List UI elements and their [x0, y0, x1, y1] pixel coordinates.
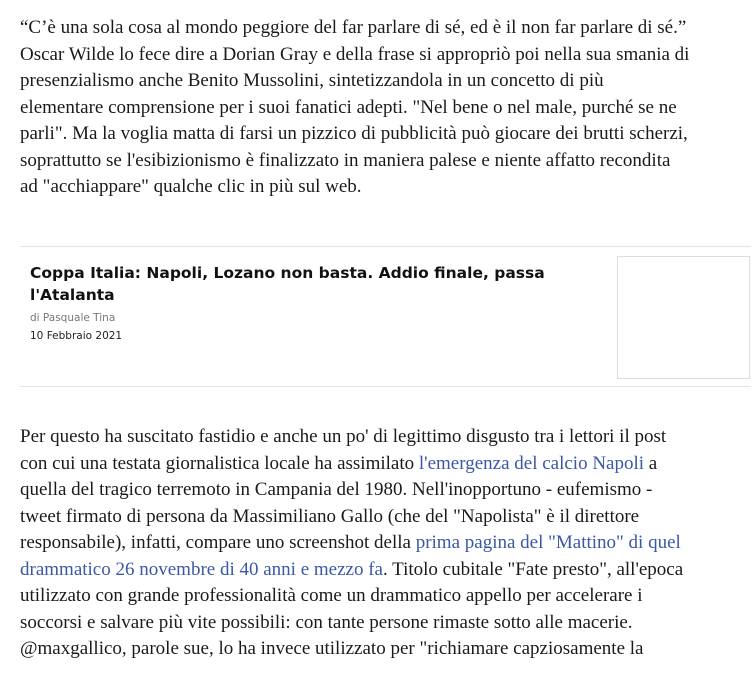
text-line: presenzialismo anche Benito Mussolini, sintetizzandola in un concetto di più [20, 70, 604, 91]
related-article-author: di Pasquale Tina [30, 312, 116, 324]
article-paragraph-intro [20, 15, 750, 201]
text-line: utilizzato con grande professionalità come un drammatico appello per accelerare i [20, 585, 643, 606]
text-line: parli". Ma la voglia matta di farsi un pizzico di pubblicità può giocare dei brutti scherzi, [20, 123, 688, 144]
text-segment: . Titolo cubitale "Fate presto", all'epoca [382, 558, 684, 580]
text-line: Per questo ha suscitato fastidio e anche un po' di legittimo disgusto tra i lettori il post [20, 426, 667, 447]
title-line[interactable]: l'Atalanta [30, 286, 115, 304]
related-article-title[interactable] [30, 262, 570, 306]
text-line: ad "acchiappare" qualche clic in più sul web. [20, 176, 362, 197]
text-line: quella del tragico terremoto in Campania del 1980. Nell'inopportuno - eufemismo - [20, 479, 653, 500]
text-line: @maxgallico, parole sue, lo ha invece utilizzato per "richiamare capziosamente la [20, 638, 644, 659]
text-line: Oscar Wilde lo fece dire a Dorian Gray e della frase si appropriò poi nella sua smania di [20, 43, 690, 65]
link-prima-pagina-mattino[interactable]: prima pagina del "Mattino" di quel [415, 532, 681, 553]
text-segment: a [644, 452, 658, 474]
text-line [20, 530, 750, 557]
text-line: soprattutto se l'esibizionismo è finalizzato in maniera palese e niente affatto recondita [20, 149, 671, 171]
text-line: “C’è una sola cosa al mondo peggiore del far parlare di sé, ed è il non far parlare di sé.” [20, 17, 687, 38]
related-article-card[interactable] [20, 246, 751, 387]
text-line: elementare comprensione per i suoi fanatici adepti. "Nel bene o nel male, purché se ne [20, 96, 677, 118]
text-line [20, 451, 750, 478]
related-article-thumbnail[interactable] [617, 256, 750, 379]
text-line: tweet firmato di persona da Massimiliano Gallo (che del "Napolista" è il direttore [20, 505, 640, 527]
link-prima-pagina-mattino-cont[interactable]: drammatico 26 novembre di 40 anni e mezzo fa [20, 558, 383, 580]
title-line[interactable]: Coppa Italia: Napoli, Lozano non basta. Addio finale, passa [30, 264, 545, 282]
text-segment: responsabile), infatti, compare uno screenshot della [20, 532, 416, 553]
related-article-date: 10 Febbraio 2021 [30, 330, 123, 342]
link-emergenza-calcio-napoli[interactable]: l'emergenza del calcio Napoli [418, 452, 645, 474]
text-segment: con cui una testata giornalistica locale ha assimilato [20, 452, 419, 474]
article-paragraph-body [20, 424, 750, 663]
text-line: soccorsi e salvare più vite possibili: con tante persone rimaste sotto alle macerie. [20, 611, 633, 633]
text-line [20, 557, 750, 584]
